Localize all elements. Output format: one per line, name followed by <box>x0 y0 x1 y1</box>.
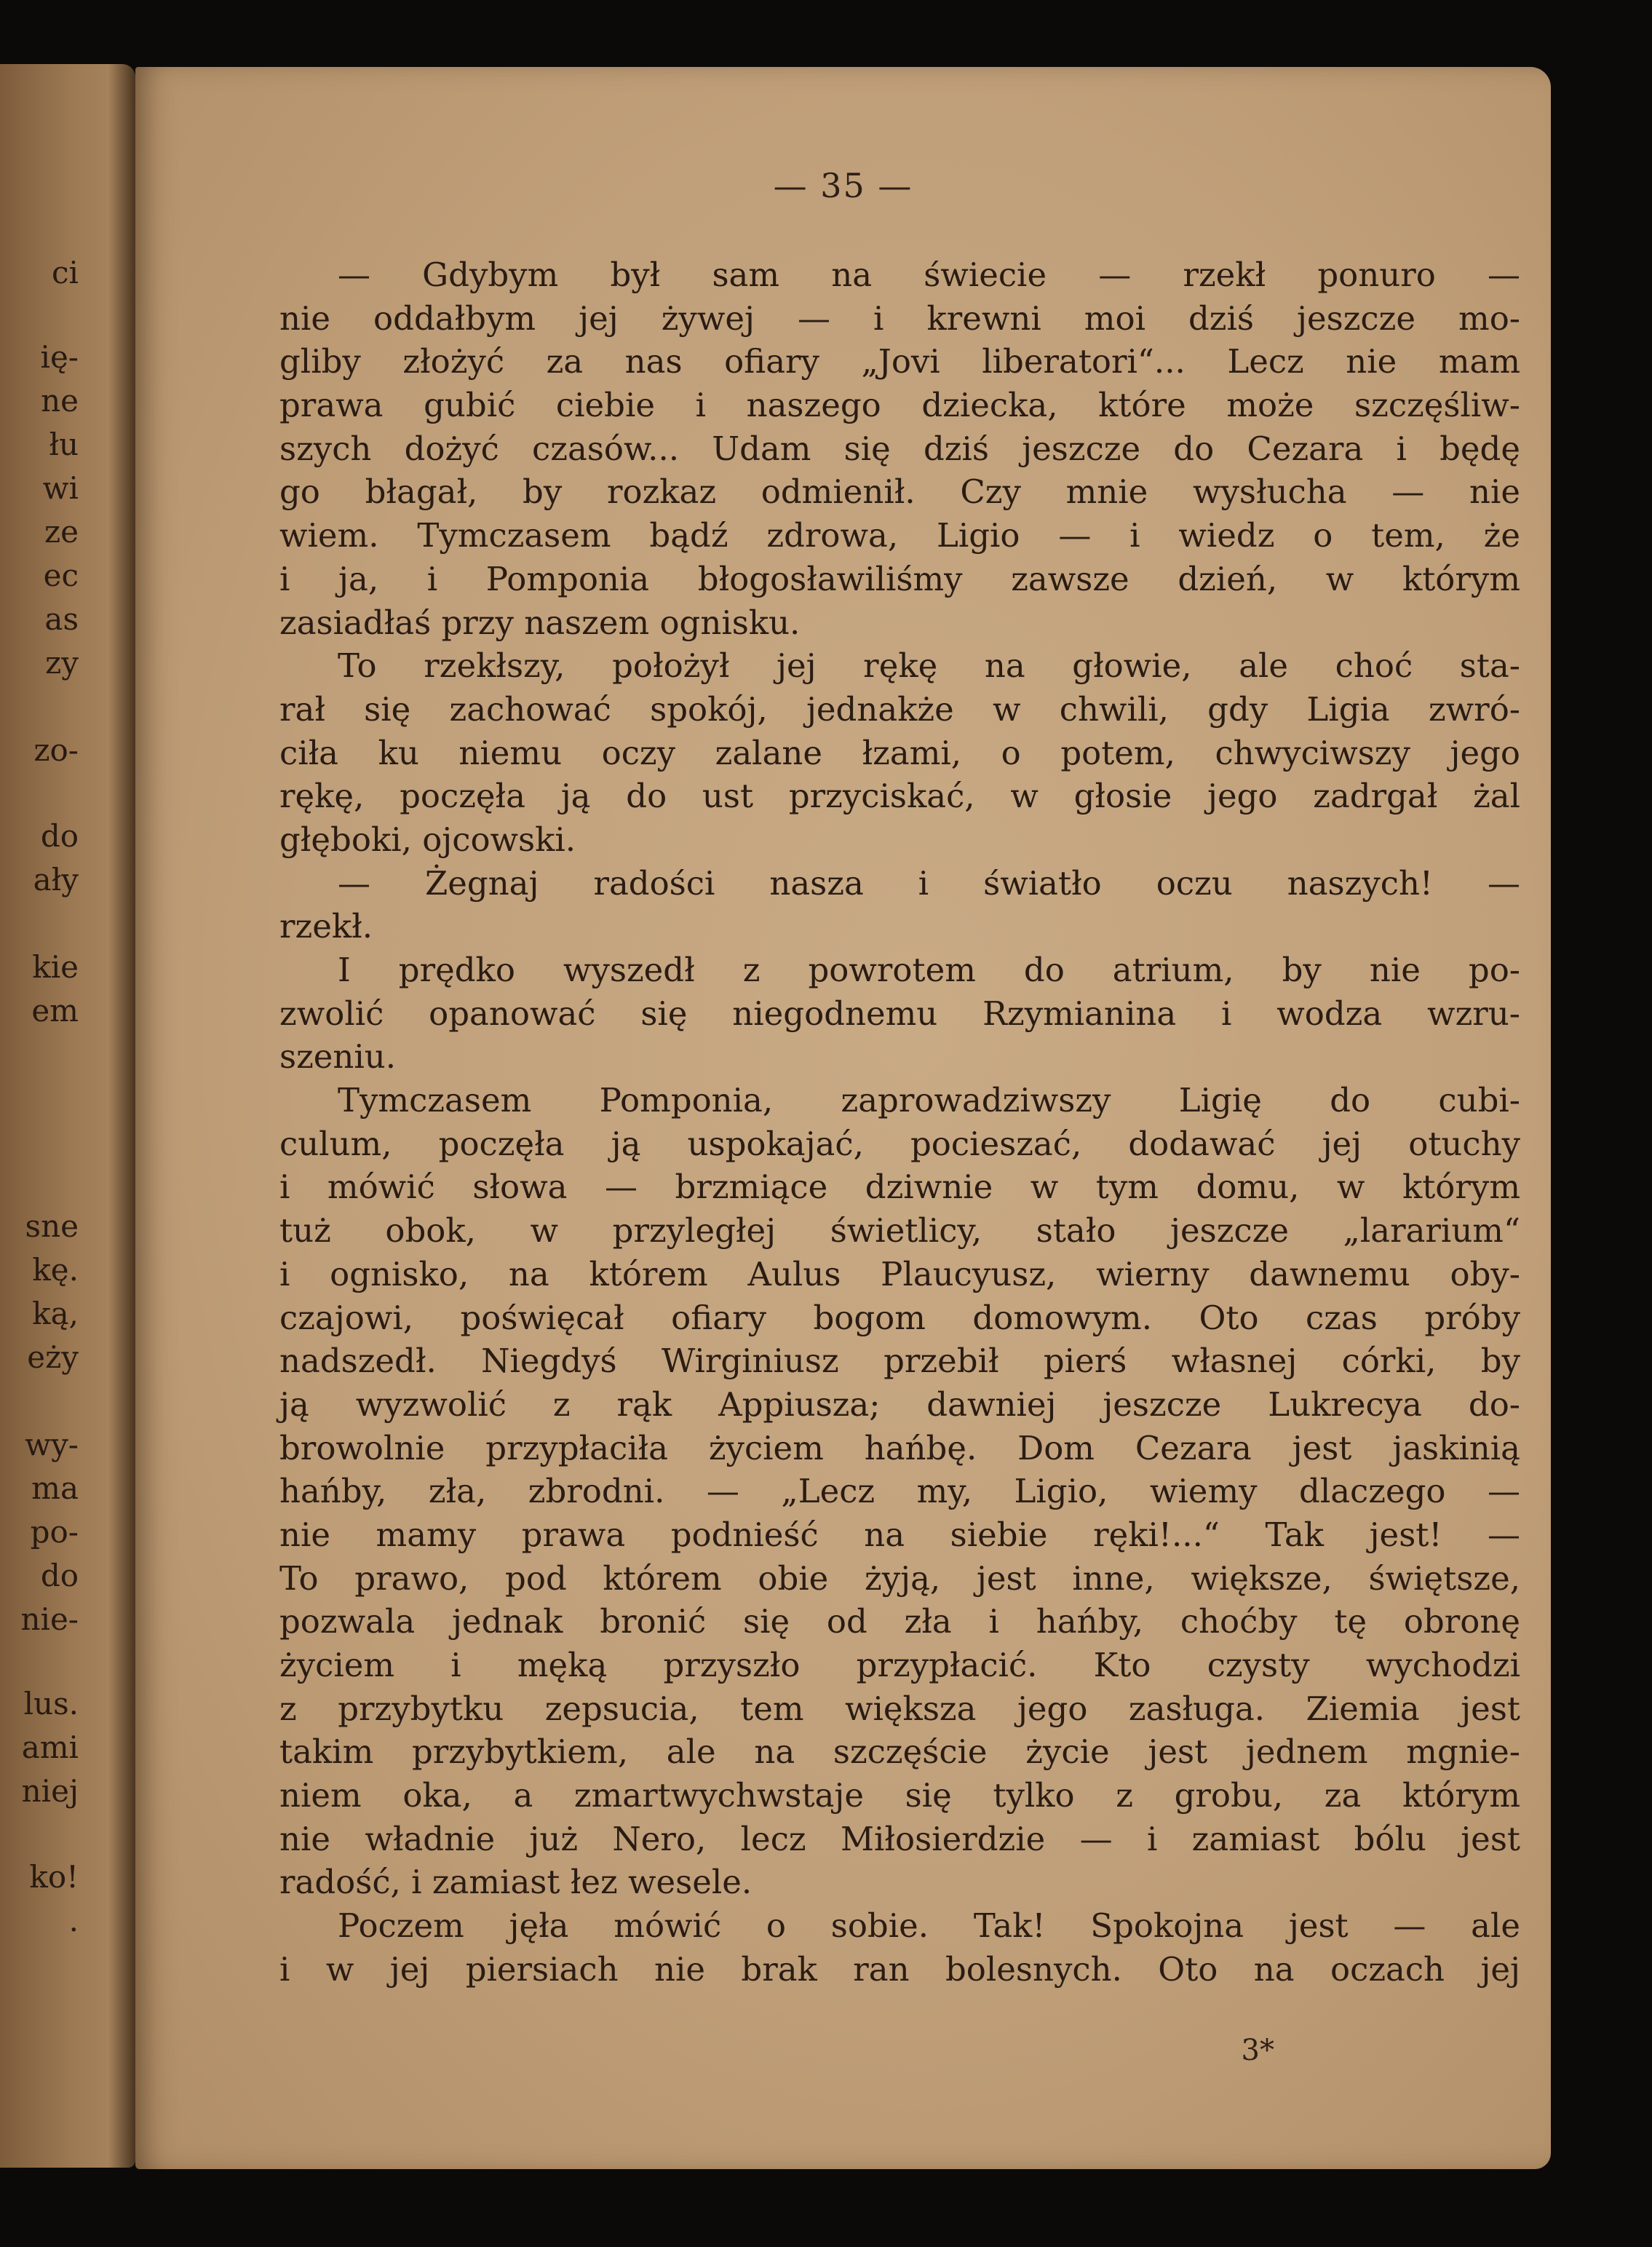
text-line: z przybytku zepsucia, tem większa jego zasługa. Ziemia jest <box>279 1689 1520 1728</box>
left-page-fragment: kę. <box>32 1252 79 1288</box>
left-page-fragment: nie- <box>20 1601 79 1637</box>
text-line: nadszedł. Niegdyś Wirginiusz przebił pierś własnej córki, by <box>279 1342 1520 1381</box>
text-line: takim przybytkiem, ale na szczęście życie jest jednem mgnie- <box>279 1732 1520 1772</box>
left-page-edge <box>0 64 135 2168</box>
text-line: czajowi, poświęcał ofiary bogom domowym. Oto czas próby <box>279 1298 1520 1337</box>
left-page-fragment: kie <box>32 949 79 985</box>
left-page-fragment: eży <box>27 1339 79 1375</box>
text-line: To rzekłszy, położył jej rękę na głowie, ale choć sta- <box>338 646 1520 686</box>
left-page-fragment: ką, <box>32 1296 79 1331</box>
text-line: hańby, zła, zbrodni. — „Lecz my, Ligio, wiemy dlaczego — <box>279 1472 1520 1511</box>
text-line: i mówić słowa — brzmiące dziwnie w tym domu, w którym <box>279 1168 1520 1207</box>
text-line: prawa gubić ciebie i naszego dziecka, które może szczęśliw- <box>279 386 1520 425</box>
text-line: nie mamy prawa podnieść na siebie ręki!...“ Tak jest! — <box>279 1515 1520 1554</box>
left-page-fragment: ały <box>33 862 79 897</box>
page-number: — 35 — <box>773 166 913 205</box>
signature-mark: 3* <box>1241 2034 1274 2067</box>
text-line: niem oka, a zmartwychwstaje się tylko z grobu, za którym <box>279 1776 1520 1815</box>
text-line: rzekł. <box>279 907 373 946</box>
text-line: ciła ku niemu oczy zalane łzami, o potem, chwyciwszy jego <box>279 733 1520 772</box>
text-line: gliby złożyć za nas ofiary „Jovi liberatori“... Lecz nie mam <box>279 342 1520 381</box>
left-page-fragment: ma <box>31 1470 79 1506</box>
text-line: i ja, i Pomponia błogosławiliśmy zawsze dzień, w którym <box>279 559 1520 598</box>
text-line: nie oddałbym jej żywej — i krewni moi dziś jeszcze mo- <box>279 298 1520 338</box>
left-page-fragment: em <box>31 993 79 1029</box>
text-line: i w jej piersiach nie brak ran bolesnych. Oto na oczach jej <box>279 1949 1520 1989</box>
text-line: i ognisko, na którem Aulus Plaucyusz, wierny dawnemu oby- <box>279 1254 1520 1293</box>
text-line: głęboki, ojcowski. <box>279 820 576 859</box>
text-line: szych dożyć czasów... Udam się dziś jeszcze do Cezara i będę <box>279 429 1520 468</box>
left-page-fragment: ec <box>43 558 79 593</box>
text-line: rał się zachować spokój, jednakże w chwili, gdy Ligia zwró- <box>279 689 1520 729</box>
left-page-fragment: . <box>68 1903 79 1938</box>
left-page-fragment: zo- <box>33 732 79 768</box>
left-page-fragment: niej <box>21 1773 79 1809</box>
text-line: ją wyzwolić z rąk Appiusza; dawniej jeszcze Lukrecya do- <box>279 1384 1520 1424</box>
text-line: Poczem jęła mówić o sobie. Tak! Spokojna jest — ale <box>338 1906 1520 1946</box>
text-line: pozwala jednak bronić się od zła i hańby, choćby tę obronę <box>279 1602 1520 1641</box>
left-page-fragment: ze <box>44 514 79 550</box>
text-line: culum, poczęła ją uspokajać, pocieszać, dodawać jej otuchy <box>279 1124 1520 1163</box>
book-page <box>135 67 1551 2169</box>
left-page-fragment: wi <box>42 470 79 506</box>
left-page-fragment: ne <box>41 383 79 419</box>
text-line: tuż obok, w przyległej świetlicy, stało jeszcze „lararium“ <box>279 1211 1520 1251</box>
left-page-fragment: ię- <box>40 339 79 375</box>
left-page-fragment: zy <box>45 645 79 681</box>
text-line: zwolić opanować się niegodnemu Rzymianina i wodza wzru- <box>279 994 1520 1033</box>
text-line: — Gdybym był sam na świecie — rzekł ponuro — <box>338 255 1520 294</box>
text-line: nie władnie już Nero, lecz Miłosierdzie — i zamiast bólu jest <box>279 1819 1520 1858</box>
text-line: szeniu. <box>279 1037 397 1077</box>
left-page-fragment: as <box>44 601 79 637</box>
text-line: zasiadłaś przy naszem ognisku. <box>279 603 801 642</box>
left-page-fragment: lus. <box>23 1686 79 1721</box>
text-line: wiem. Tymczasem bądź zdrowa, Ligio — i wiedz o tem, że <box>279 516 1520 555</box>
body-text <box>279 253 1520 1992</box>
text-line: browolnie przypłaciła życiem hańbę. Dom Cezara jest jaskinią <box>279 1428 1520 1467</box>
left-page-fragment: wy- <box>25 1427 79 1462</box>
text-line: I prędko wyszedł z powrotem do atrium, by nie po- <box>338 951 1520 989</box>
left-page-fragment: do <box>40 818 79 854</box>
text-line: To prawo, pod którem obie żyją, jest inne, większe, świętsze, <box>279 1558 1520 1598</box>
left-page-fragment: do <box>40 1558 79 1593</box>
text-line: radość, i zamiast łez wesele. <box>279 1863 752 1902</box>
text-line: rękę, poczęła ją do ust przyciskać, w głosie jego zadrgał żal <box>279 777 1520 816</box>
left-page-fragment: ci <box>52 255 79 290</box>
left-page-fragment: łu <box>49 427 79 462</box>
left-page-fragment: po- <box>30 1514 79 1550</box>
text-line: — Żegnaj radości nasza i światło oczu naszych! — <box>338 863 1520 903</box>
left-page-fragment: ami <box>21 1729 79 1765</box>
left-page-fragment: ko! <box>29 1859 79 1895</box>
text-line: go błagał, by rozkaz odmienił. Czy mnie wysłucha — nie <box>279 472 1520 512</box>
left-page-fragment: sne <box>25 1208 79 1244</box>
text-line: życiem i męką przyszło przypłacić. Kto czysty wychodzi <box>279 1646 1520 1684</box>
text-line: Tymczasem Pomponia, zaprowadziwszy Ligię do cubi- <box>338 1081 1520 1120</box>
